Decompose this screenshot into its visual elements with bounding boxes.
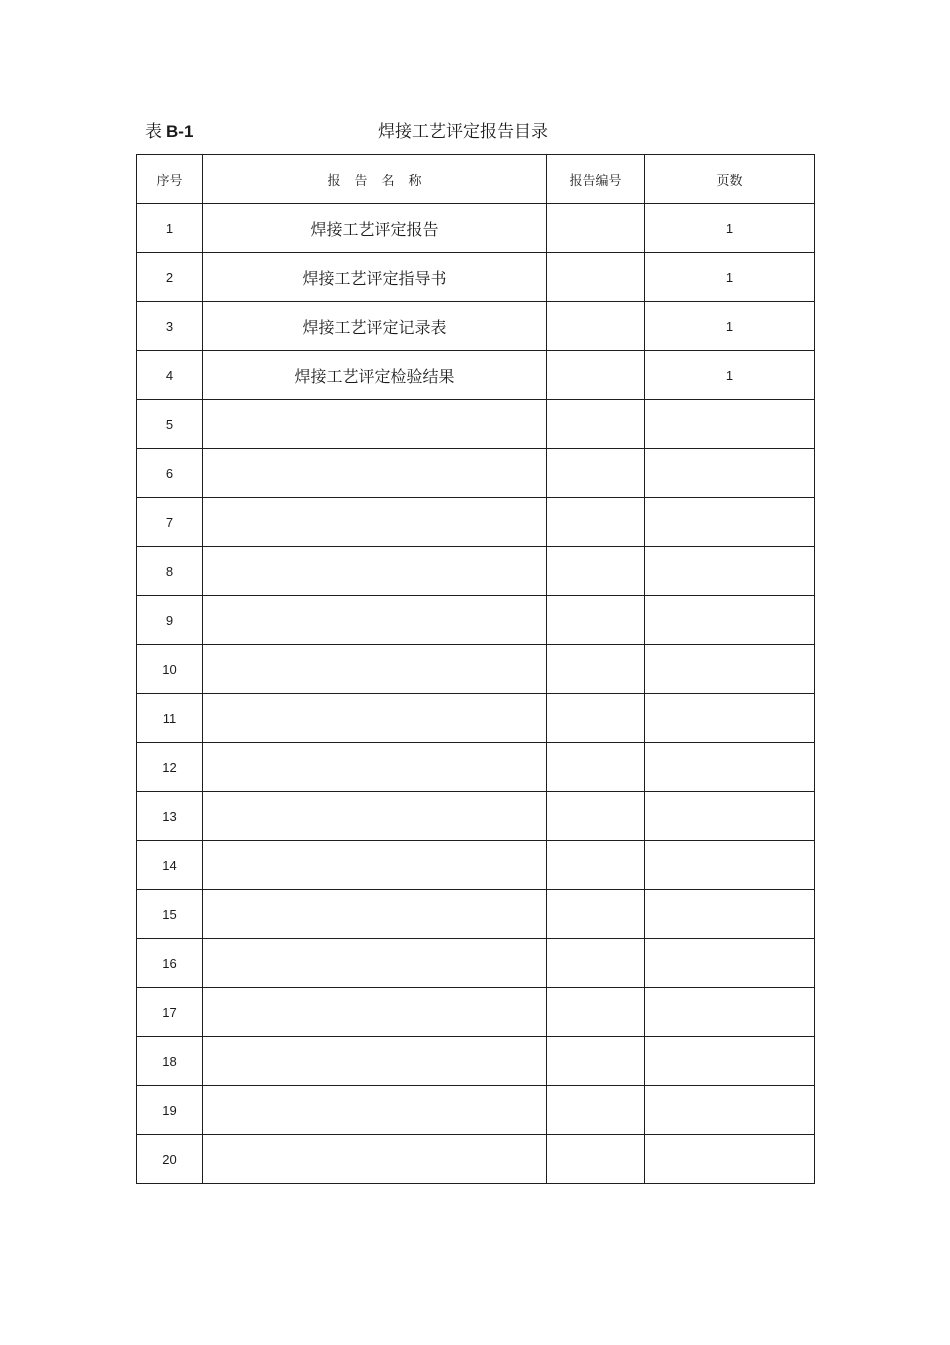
column-header-pages: 页数	[645, 155, 815, 204]
cell-report-name: 焊接工艺评定记录表	[203, 302, 547, 351]
cell-report-no	[547, 498, 645, 547]
cell-pages	[645, 449, 815, 498]
cell-seq: 13	[137, 792, 203, 841]
cell-report-no	[547, 645, 645, 694]
cell-seq: 20	[137, 1135, 203, 1184]
cell-seq: 2	[137, 253, 203, 302]
cell-report-no	[547, 302, 645, 351]
cell-report-name	[203, 1086, 547, 1135]
table-row	[137, 596, 815, 645]
cell-report-no	[547, 253, 645, 302]
table-row	[137, 204, 815, 253]
table-row	[137, 449, 815, 498]
table-row	[137, 351, 815, 400]
table-row	[137, 547, 815, 596]
cell-seq: 5	[137, 400, 203, 449]
cell-seq: 6	[137, 449, 203, 498]
report-index-table	[136, 154, 815, 1184]
cell-pages: 1	[645, 204, 815, 253]
table-row	[137, 1135, 815, 1184]
cell-report-name	[203, 890, 547, 939]
cell-report-no	[547, 1135, 645, 1184]
cell-report-name	[203, 498, 547, 547]
table-row	[137, 400, 815, 449]
table-row	[137, 988, 815, 1037]
cell-report-name	[203, 645, 547, 694]
cell-seq: 8	[137, 547, 203, 596]
cell-report-name: 焊接工艺评定报告	[203, 204, 547, 253]
table-row	[137, 498, 815, 547]
cell-pages	[645, 498, 815, 547]
cell-pages	[645, 596, 815, 645]
cell-pages	[645, 939, 815, 988]
cell-pages	[645, 1135, 815, 1184]
cell-report-name	[203, 449, 547, 498]
table-label	[145, 120, 193, 144]
table-body	[137, 204, 815, 1184]
table-row	[137, 890, 815, 939]
cell-report-no	[547, 694, 645, 743]
cell-pages	[645, 645, 815, 694]
cell-seq: 9	[137, 596, 203, 645]
cell-pages	[645, 694, 815, 743]
cell-pages	[645, 743, 815, 792]
cell-report-name: 焊接工艺评定指导书	[203, 253, 547, 302]
table-row	[137, 253, 815, 302]
cell-pages	[645, 1086, 815, 1135]
cell-pages	[645, 988, 815, 1037]
cell-report-no	[547, 792, 645, 841]
cell-pages	[645, 1037, 815, 1086]
page-title: 焊接工艺评定报告目录	[378, 122, 548, 142]
cell-report-no	[547, 596, 645, 645]
cell-pages: 1	[645, 302, 815, 351]
table-header-row	[137, 155, 815, 204]
table-row	[137, 1037, 815, 1086]
cell-report-no	[547, 351, 645, 400]
cell-report-no	[547, 743, 645, 792]
cell-report-name	[203, 694, 547, 743]
cell-report-no	[547, 547, 645, 596]
cell-seq: 14	[137, 841, 203, 890]
column-header-name: 报告名称	[203, 155, 547, 204]
table-row	[137, 841, 815, 890]
cell-seq: 17	[137, 988, 203, 1037]
cell-seq: 3	[137, 302, 203, 351]
cell-report-no	[547, 1086, 645, 1135]
table-row	[137, 792, 815, 841]
cell-report-no	[547, 988, 645, 1037]
cell-report-no	[547, 890, 645, 939]
cell-report-no	[547, 400, 645, 449]
cell-pages	[645, 890, 815, 939]
cell-report-name: 焊接工艺评定检验结果	[203, 351, 547, 400]
table-row	[137, 1086, 815, 1135]
cell-pages	[645, 547, 815, 596]
table-row	[137, 694, 815, 743]
cell-seq: 19	[137, 1086, 203, 1135]
cell-report-name	[203, 743, 547, 792]
cell-pages	[645, 792, 815, 841]
cell-report-name	[203, 988, 547, 1037]
cell-seq: 10	[137, 645, 203, 694]
cell-report-name	[203, 1037, 547, 1086]
table-label-prefix: 表	[145, 122, 162, 142]
cell-report-no	[547, 449, 645, 498]
cell-pages	[645, 400, 815, 449]
cell-seq: 1	[137, 204, 203, 253]
cell-report-name	[203, 939, 547, 988]
table-code: B-1	[166, 122, 194, 141]
cell-report-no	[547, 1037, 645, 1086]
cell-report-no	[547, 204, 645, 253]
cell-seq: 12	[137, 743, 203, 792]
table-row	[137, 302, 815, 351]
cell-pages: 1	[645, 253, 815, 302]
column-header-seq: 序号	[137, 155, 203, 204]
cell-report-name	[203, 841, 547, 890]
cell-seq: 16	[137, 939, 203, 988]
cell-report-name	[203, 547, 547, 596]
cell-report-name	[203, 1135, 547, 1184]
cell-seq: 7	[137, 498, 203, 547]
cell-pages	[645, 841, 815, 890]
cell-report-no	[547, 939, 645, 988]
cell-report-name	[203, 400, 547, 449]
table-row	[137, 645, 815, 694]
table-row	[137, 939, 815, 988]
cell-seq: 18	[137, 1037, 203, 1086]
table-row	[137, 743, 815, 792]
cell-report-name	[203, 792, 547, 841]
cell-report-no	[547, 841, 645, 890]
cell-seq: 15	[137, 890, 203, 939]
cell-seq: 4	[137, 351, 203, 400]
cell-pages: 1	[645, 351, 815, 400]
column-header-report-no: 报告编号	[547, 155, 645, 204]
cell-seq: 11	[137, 694, 203, 743]
cell-report-name	[203, 596, 547, 645]
